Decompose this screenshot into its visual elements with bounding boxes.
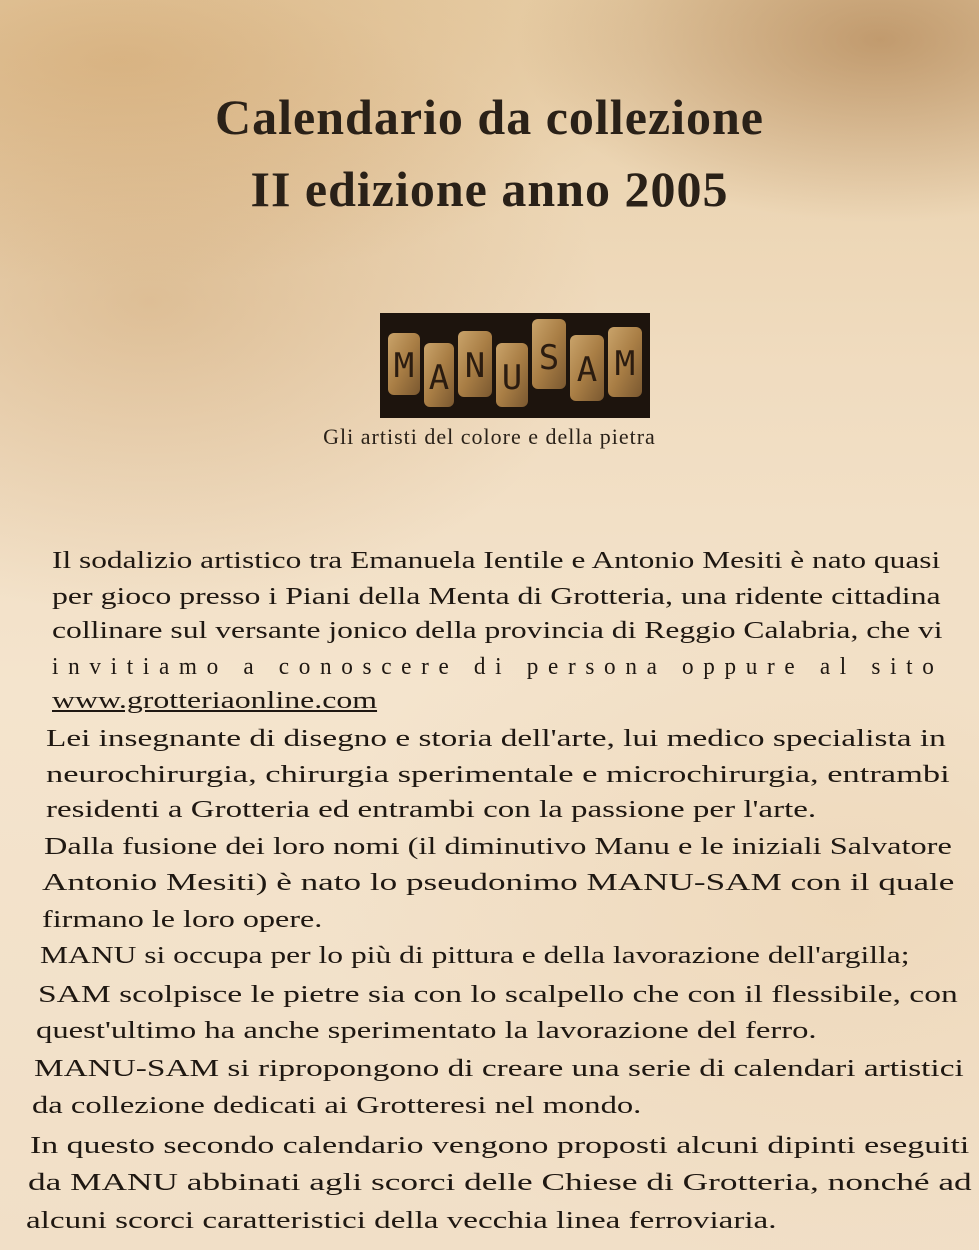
body-line: residenti a Grotteria ed entrambi con la passione per l'arte. bbox=[46, 797, 817, 823]
title-line-2: II edizione anno 2005 bbox=[250, 161, 729, 217]
body-line: Il sodalizio artistico tra Emanuela Ientile e Antonio Mesiti è nato quasi bbox=[52, 548, 941, 574]
logo-letter: A bbox=[576, 350, 598, 390]
logo-letter: A bbox=[428, 358, 450, 398]
logo-letter: M bbox=[614, 344, 636, 384]
title-line-1: Calendario da collezione bbox=[215, 89, 764, 145]
tagline: Gli artisti del colore e della pietra bbox=[323, 424, 656, 449]
body-line: da MANU abbinati agli scorci delle Chiese di Grotteria, nonché ad bbox=[28, 1170, 972, 1196]
body-line: quest'ultimo ha anche sperimentato la lavorazione del ferro. bbox=[36, 1018, 817, 1044]
body-line: Dalla fusione dei loro nomi (il diminutivo Manu e le iniziali Salvatore bbox=[44, 834, 952, 860]
body-line: alcuni scorci caratteristici della vecchia linea ferroviaria. bbox=[26, 1208, 777, 1234]
body-line: da collezione dedicati ai Grotteresi nel mondo. bbox=[32, 1093, 642, 1119]
manu-sam-logo bbox=[380, 313, 650, 418]
website-link[interactable]: www.grotteriaonline.com bbox=[52, 688, 378, 714]
body-line: collinare sul versante jonico della provincia di Reggio Calabria, che vi bbox=[52, 618, 943, 644]
body-line: Lei insegnante di disegno e storia dell'arte, lui medico specialista in bbox=[46, 726, 946, 752]
body-line: firmano le loro opere. bbox=[42, 907, 323, 933]
body-line: In questo secondo calendario vengono proposti alcuni dipinti eseguiti bbox=[30, 1133, 970, 1159]
body-line: per gioco presso i Piani della Menta di Grotteria, una ridente cittadina bbox=[52, 584, 941, 610]
body-line: neurochirurgia, chirurgia sperimentale e microchirurgia, entrambi bbox=[46, 762, 950, 788]
logo-letter: S bbox=[538, 338, 560, 378]
body-line: Antonio Mesiti) è nato lo pseudonimo MANU-SAM con il quale bbox=[42, 870, 955, 896]
manu-sam-logo-graphic bbox=[380, 313, 650, 418]
body-line: MANU-SAM si ripropongono di creare una serie di calendari artistici bbox=[34, 1056, 964, 1082]
body-line: invitiamo a conoscere di persona oppure al sito bbox=[52, 654, 944, 680]
logo-letter: M bbox=[393, 346, 415, 386]
body-line: SAM scolpisce le pietre sia con lo scalpello che con il flessibile, con bbox=[38, 982, 958, 1008]
body-line: MANU si occupa per lo più di pittura e della lavorazione dell'argilla; bbox=[40, 943, 910, 969]
logo-letter: N bbox=[464, 346, 486, 386]
logo-letter: U bbox=[501, 358, 523, 398]
